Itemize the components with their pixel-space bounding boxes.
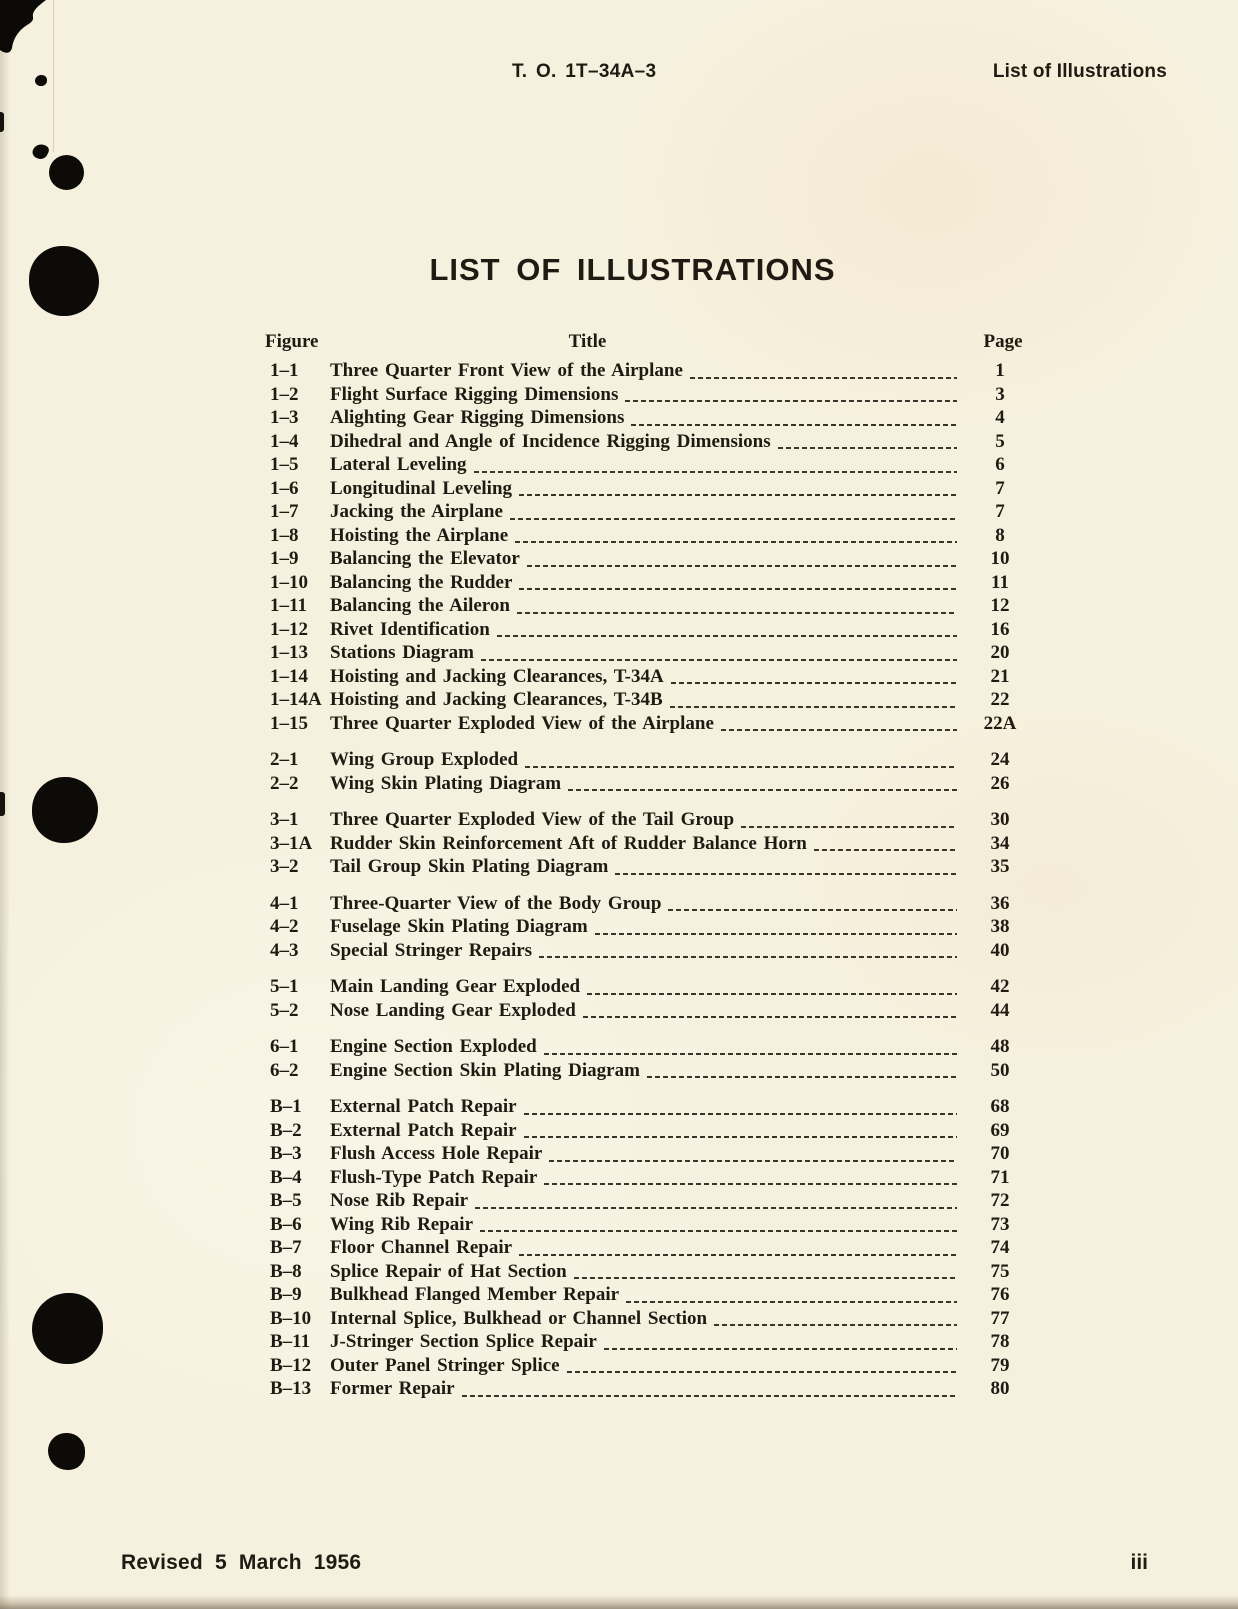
figure-title: Flight Surface Rigging Dimensions [330, 383, 619, 405]
toc-row [270, 478, 1035, 502]
punch-hole [48, 1433, 85, 1470]
toc-row [270, 916, 1035, 940]
figure-title: Three Quarter Exploded View of the Tail Group [330, 809, 735, 830]
figure-number: 1–7 [270, 501, 299, 522]
footer-page-number: iii [1130, 1551, 1148, 1574]
column-header-figure: Figure [265, 331, 319, 352]
figure-number: 4–2 [270, 916, 299, 937]
page-number: 50 [990, 1059, 1010, 1081]
toc-row [270, 548, 1035, 572]
toc-section [270, 976, 1035, 1023]
figure-title: Engine Section Exploded [330, 1036, 537, 1057]
figure-title: Nose Rib Repair [330, 1190, 469, 1211]
toc-section [270, 749, 1035, 796]
figure-number: 3–1 [270, 809, 299, 830]
column-header-title: Title [568, 331, 607, 352]
page-number: 7 [995, 477, 1005, 499]
dot-leader [474, 471, 957, 473]
column-header-page: Page [983, 331, 1023, 352]
toc-row [270, 1331, 1035, 1355]
dot-leader [567, 1371, 957, 1373]
page-number: 77 [990, 1307, 1010, 1329]
figure-title: Longitudinal Leveling [330, 477, 513, 499]
page-number: 1 [995, 360, 1005, 381]
dot-leader [497, 635, 957, 637]
toc-row [270, 940, 1035, 964]
figure-number: 1–14A [270, 689, 322, 710]
figure-number: 1–6 [270, 477, 299, 499]
page-number: 34 [990, 832, 1010, 854]
page-number: 21 [990, 665, 1010, 687]
page-number: 20 [990, 642, 1010, 663]
figure-number: 6–1 [270, 1036, 299, 1057]
figure-number: B–2 [270, 1119, 302, 1141]
figure-number: B–10 [270, 1307, 312, 1329]
page-number: 7 [995, 501, 1005, 522]
figure-title: Rivet Identification [330, 618, 490, 640]
dot-leader [668, 909, 957, 911]
page-number: 6 [995, 454, 1005, 475]
figure-number: B–4 [270, 1166, 302, 1188]
toc-row [270, 1036, 1035, 1060]
figure-title: Nose Landing Gear Exploded [330, 999, 576, 1021]
toc-section [270, 893, 1035, 964]
dot-leader [587, 993, 957, 995]
figure-title: Rudder Skin Reinforcement Aft of Rudder Balance Horn [330, 832, 807, 854]
dot-leader [714, 1324, 957, 1326]
dot-leader [671, 682, 957, 684]
toc-row [270, 431, 1035, 455]
figure-title: Bulkhead Flanged Member Repair [330, 1284, 620, 1305]
toc-row [270, 572, 1035, 596]
dot-leader [519, 494, 957, 496]
dot-leader [519, 588, 957, 590]
dot-leader [615, 873, 957, 875]
bottom-edge-shadow [0, 1595, 1238, 1609]
page-number: 24 [990, 749, 1010, 770]
punch-hole [32, 1293, 103, 1364]
figure-title: Dihedral and Angle of Incidence Rigging Dimensions [330, 430, 771, 452]
toc-row [270, 1214, 1035, 1238]
dot-leader [519, 1254, 957, 1256]
toc-row [270, 689, 1035, 713]
ink-smudge [31, 142, 51, 162]
dot-leader [721, 729, 957, 731]
toc-row [270, 1120, 1035, 1144]
figure-number: B–11 [270, 1331, 311, 1352]
page-number: 35 [990, 856, 1010, 877]
dot-leader [595, 933, 957, 935]
dot-leader [647, 1076, 957, 1078]
figure-number: 1–5 [270, 454, 299, 475]
figure-title: Internal Splice, Bulkhead or Channel Section [330, 1307, 708, 1329]
figure-title: Stations Diagram [330, 642, 474, 663]
page-number: 10 [990, 548, 1010, 569]
margin-line [53, 0, 54, 152]
footer-revision: Revised 5 March 1956 [121, 1551, 362, 1574]
header-section-label: List of Illustrations [992, 61, 1167, 82]
toc-row [270, 1284, 1035, 1308]
toc-row [270, 384, 1035, 408]
toc-row [270, 1355, 1035, 1379]
left-edge-mark [0, 792, 5, 816]
toc-row [270, 809, 1035, 833]
figure-number: 4–1 [270, 892, 299, 914]
figure-title: External Patch Repair [330, 1096, 517, 1117]
figure-number: 1–15 [270, 712, 308, 734]
dot-leader [480, 1230, 957, 1232]
figure-title: Lateral Leveling [330, 454, 467, 475]
dot-leader [510, 518, 957, 520]
figure-title: Balancing the Aileron [330, 595, 510, 616]
page-number: 42 [990, 976, 1010, 997]
figure-title: External Patch Repair [330, 1119, 517, 1141]
figure-title: Splice Repair of Hat Section [330, 1260, 567, 1282]
toc-section [270, 809, 1035, 880]
figure-number: B–5 [270, 1190, 302, 1211]
toc-row [270, 773, 1035, 797]
toc-row [270, 1167, 1035, 1191]
figure-title: Flush-Type Patch Repair [330, 1166, 538, 1188]
figure-number: B–9 [270, 1284, 302, 1305]
figure-title: Alighting Gear Rigging Dimensions [330, 407, 625, 428]
figure-title: Hoisting the Airplane [330, 524, 509, 546]
figure-number: 3–2 [270, 856, 299, 877]
punch-hole [49, 155, 84, 190]
toc-row [270, 749, 1035, 773]
figure-number: 4–3 [270, 939, 299, 961]
dot-leader [549, 1160, 957, 1162]
dot-leader [741, 826, 957, 828]
toc-row [270, 360, 1035, 384]
figure-number: 1–10 [270, 571, 308, 593]
figure-title: Main Landing Gear Exploded [330, 976, 581, 997]
dot-leader [481, 659, 957, 661]
dot-leader [544, 1053, 957, 1055]
page-number: 26 [990, 772, 1010, 794]
toc-row [270, 1096, 1035, 1120]
figure-title: Special Stringer Repairs [330, 939, 533, 961]
figure-number: 1–4 [270, 430, 299, 452]
dot-leader [524, 1136, 957, 1138]
figure-number: 1–8 [270, 524, 299, 546]
toc-row [270, 893, 1035, 917]
figure-number: 1–1 [270, 360, 299, 381]
figure-number: 5–2 [270, 999, 299, 1021]
page-number: 72 [990, 1190, 1010, 1211]
figure-title: Flush Access Hole Repair [330, 1143, 543, 1164]
dot-leader [626, 1301, 957, 1303]
page-number: 79 [990, 1354, 1010, 1376]
dot-leader [525, 766, 957, 768]
page-number: 16 [990, 618, 1010, 640]
torn-corner [0, 0, 60, 140]
figure-title: Wing Rib Repair [330, 1213, 474, 1235]
page-number: 40 [990, 939, 1010, 961]
toc-row [270, 976, 1035, 1000]
toc-row [270, 666, 1035, 690]
dot-leader [604, 1348, 957, 1350]
figure-number: 2–1 [270, 749, 299, 770]
toc-row [270, 833, 1035, 857]
dot-leader [631, 424, 957, 426]
figure-number: 1–14 [270, 665, 308, 687]
figure-number: 2–2 [270, 772, 299, 794]
figure-title: J-Stringer Section Splice Repair [330, 1331, 597, 1352]
toc-row [270, 1190, 1035, 1214]
dot-leader [690, 377, 957, 379]
figure-title: Wing Group Exploded [330, 749, 519, 770]
figure-title: Floor Channel Repair [330, 1237, 513, 1258]
dot-leader [625, 400, 957, 402]
page-number: 70 [990, 1143, 1010, 1164]
toc-row [270, 525, 1035, 549]
page-number: 69 [990, 1119, 1010, 1141]
figure-number: 1–12 [270, 618, 308, 640]
dot-leader [524, 1113, 957, 1115]
page-number: 78 [990, 1331, 1010, 1352]
toc-row [270, 454, 1035, 478]
figure-title: Tail Group Skin Plating Diagram [330, 856, 609, 877]
figure-number: 5–1 [270, 976, 299, 997]
page-number: 74 [990, 1237, 1010, 1258]
page-number: 80 [990, 1378, 1010, 1399]
left-edge-mark [0, 112, 4, 132]
toc-section [270, 1036, 1035, 1083]
figure-number: B–1 [270, 1096, 302, 1117]
figure-title: Hoisting and Jacking Clearances, T-34B [330, 689, 663, 710]
figure-number: B–7 [270, 1237, 302, 1258]
page-number: 30 [990, 809, 1010, 830]
figure-number: 1–13 [270, 642, 308, 663]
page-number: 71 [990, 1166, 1010, 1188]
page-number: 3 [995, 383, 1005, 405]
page-number: 12 [990, 595, 1010, 616]
page-number: 4 [995, 407, 1005, 428]
dot-leader [544, 1183, 957, 1185]
figure-title: Hoisting and Jacking Clearances, T-34A [330, 665, 664, 687]
figure-number: 1–2 [270, 383, 299, 405]
punch-hole [32, 777, 98, 843]
figure-title: Engine Section Skin Plating Diagram [330, 1059, 640, 1081]
figure-number: 6–2 [270, 1059, 299, 1081]
toc-row [270, 1060, 1035, 1084]
dot-leader [670, 706, 957, 708]
figure-number: B–13 [270, 1378, 312, 1399]
dot-leader [583, 1016, 957, 1018]
dot-leader [814, 849, 957, 851]
page-number: 44 [990, 999, 1010, 1021]
toc-row [270, 642, 1035, 666]
toc-row [270, 501, 1035, 525]
figure-title: Fuselage Skin Plating Diagram [330, 916, 588, 937]
page-number: 75 [990, 1260, 1010, 1282]
figure-number: 1–11 [270, 595, 307, 616]
figure-number: 1–9 [270, 548, 299, 569]
figure-number: B–12 [270, 1354, 312, 1376]
toc-row [270, 1000, 1035, 1024]
toc-row [270, 407, 1035, 431]
dot-leader [539, 956, 957, 958]
page-number: 38 [990, 916, 1010, 937]
dot-leader [517, 612, 957, 614]
toc-row [270, 713, 1035, 737]
page-number: 22 [990, 689, 1010, 710]
toc-row [270, 1237, 1035, 1261]
figure-number: B–6 [270, 1213, 302, 1235]
dot-leader [515, 541, 957, 543]
figure-title: Three-Quarter View of the Body Group [330, 892, 662, 914]
toc-row [270, 1378, 1035, 1402]
page-number: 8 [995, 524, 1005, 546]
toc-row [270, 1143, 1035, 1167]
toc-list [270, 360, 1035, 1415]
figure-title: Wing Skin Plating Diagram [330, 772, 562, 794]
page-title: LIST OF ILLUSTRATIONS [429, 252, 836, 287]
figure-title: Balancing the Rudder [330, 571, 513, 593]
figure-title: Jacking the Airplane [330, 501, 503, 522]
page-number: 76 [990, 1284, 1010, 1305]
page-number: 11 [991, 571, 1009, 593]
figure-title: Three Quarter Front View of the Airplane [330, 360, 683, 381]
ink-dot [35, 75, 47, 86]
dot-leader [778, 447, 957, 449]
toc-section [270, 1096, 1035, 1402]
toc-row [270, 595, 1035, 619]
page-number: 36 [990, 892, 1010, 914]
figure-number: B–3 [270, 1143, 302, 1164]
toc-row [270, 1308, 1035, 1332]
toc-row [270, 619, 1035, 643]
figure-number: B–8 [270, 1260, 302, 1282]
page-number: 22A [983, 712, 1017, 734]
toc-section [270, 360, 1035, 736]
page-number: 48 [990, 1036, 1010, 1057]
figure-title: Outer Panel Stringer Splice [330, 1354, 560, 1376]
page-number: 73 [990, 1213, 1010, 1235]
toc-row [270, 856, 1035, 880]
toc-row [270, 1261, 1035, 1285]
dot-leader [527, 565, 957, 567]
figure-number: 3–1A [270, 832, 313, 854]
figure-title: Three Quarter Exploded View of the Airplane [330, 712, 714, 734]
header-doc-number: T. O. 1T–34A–3 [512, 61, 657, 82]
figure-number: 1–3 [270, 407, 299, 428]
dot-leader [475, 1207, 957, 1209]
dot-leader [462, 1395, 957, 1397]
figure-title: Former Repair [330, 1378, 455, 1399]
figure-title: Balancing the Elevator [330, 548, 520, 569]
page-number: 5 [995, 430, 1005, 452]
dot-leader [568, 789, 957, 791]
dot-leader [574, 1277, 957, 1279]
page-number: 68 [990, 1096, 1010, 1117]
